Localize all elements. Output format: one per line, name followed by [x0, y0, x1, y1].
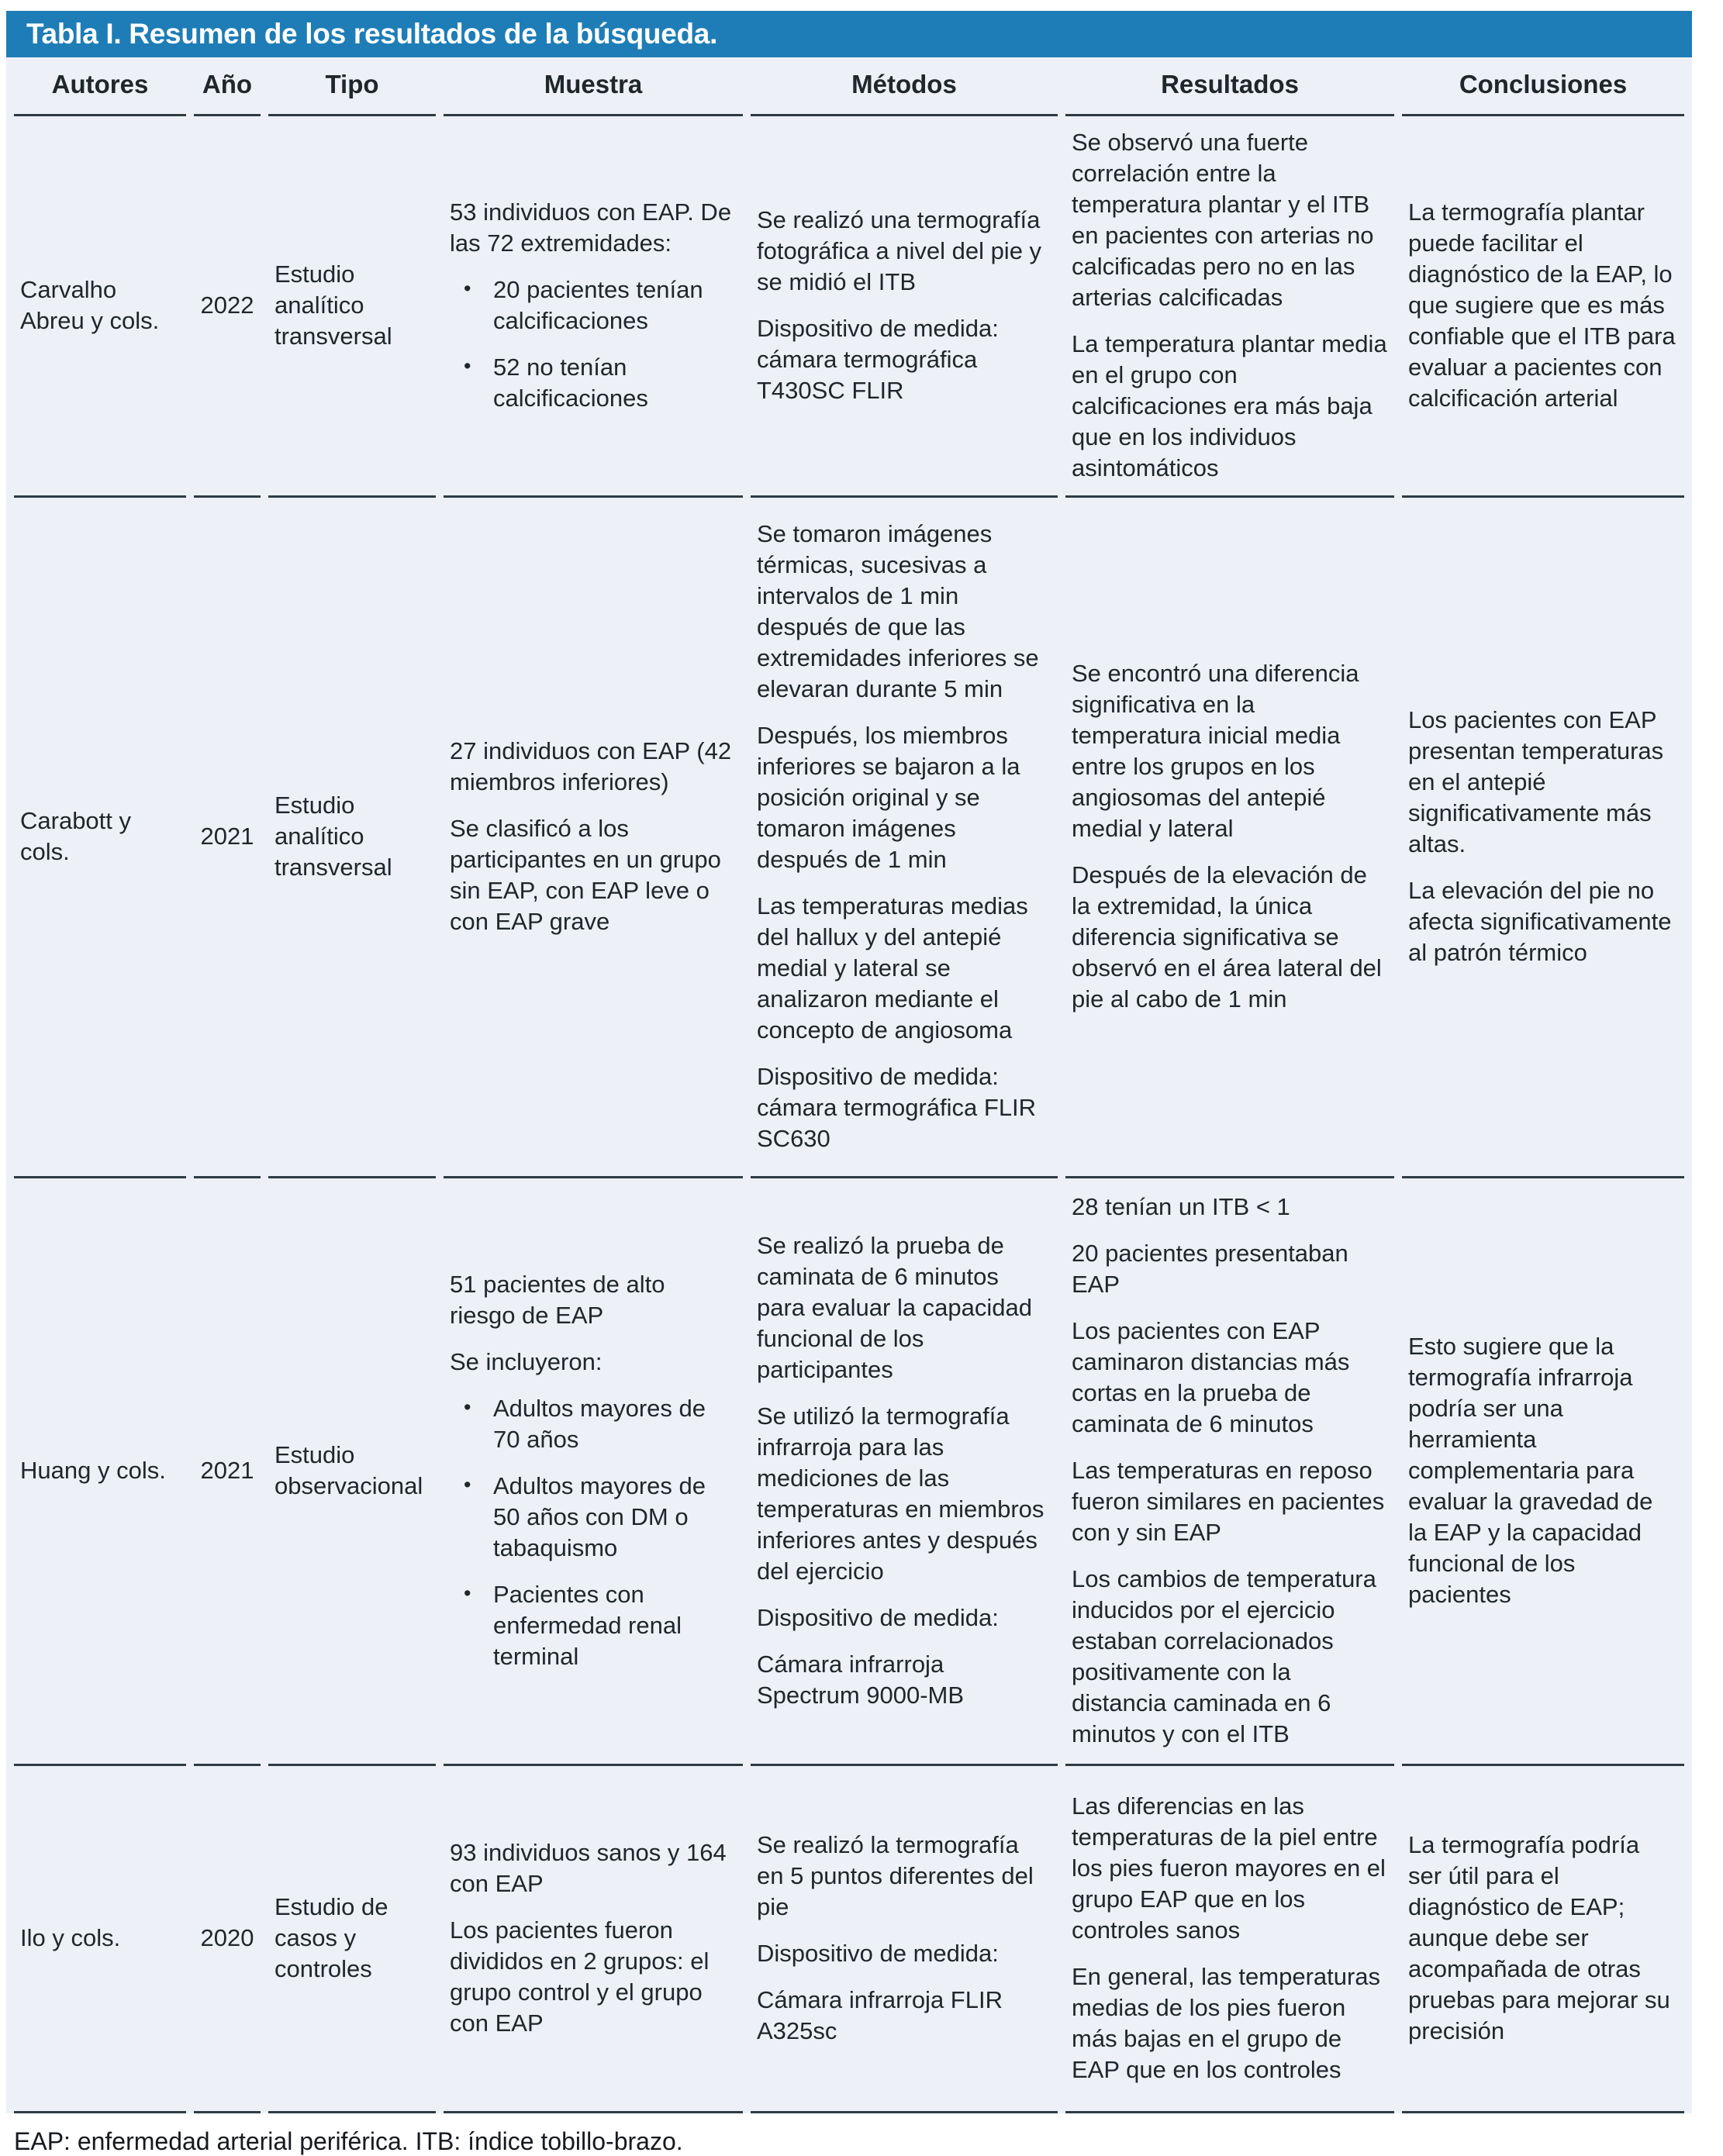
bullet-item: • Adultos mayores de 50 años con DM o tabaquismo [450, 1471, 737, 1564]
cell-text: 2021 [200, 823, 254, 850]
cell-tipo [268, 1766, 436, 2113]
paragraph: En general, las temperaturas medias de los pies fueron más bajas en el grupo de EAP que en los controles [1072, 1963, 1381, 2083]
paragraph: Después, los miembros inferiores se bajaron a la posición original y se tomaron imágenes después de 1 min [757, 722, 1020, 874]
cell-text: Estudio analítico transversal [275, 792, 392, 881]
cell-resultados [1065, 116, 1394, 498]
table-row [14, 116, 1684, 498]
cell-text: Carabott y cols. [20, 807, 132, 866]
cell-metodos [751, 498, 1058, 1178]
cell-text: Huang y cols. [20, 1457, 166, 1485]
cell-text: Estudio observacional [275, 1441, 423, 1500]
paragraph: La termografía plantar puede facilitar el diagnóstico de la EAP, lo que sugiere que es más confiable que el ITB para evaluar a pacientes con calcificación arterial [1408, 198, 1676, 412]
column-header-conclusiones: Conclusiones [1402, 57, 1684, 116]
bullet-list [450, 274, 737, 414]
paragraph: Se incluyeron: [450, 1348, 603, 1376]
paragraph: Las temperaturas en reposo fueron similares en pacientes con y sin EAP [1072, 1457, 1385, 1547]
cell-autores [14, 116, 186, 498]
cell-metodos [751, 1178, 1058, 1766]
paragraph: Se realizó la termografía en 5 puntos diferentes del pie [757, 1831, 1034, 1921]
table-row [14, 1766, 1684, 2113]
column-header-autores: Autores [14, 57, 186, 116]
cell-text: 2020 [200, 1924, 254, 1952]
cell-muestra [444, 498, 743, 1178]
cell-metodos [751, 1766, 1058, 2113]
cell-muestra [444, 1766, 743, 2113]
paragraph: Se realizó una termografía fotográfica a nivel del pie y se midió el ITB [757, 206, 1042, 296]
bullet-item: • Adultos mayores de 70 años [450, 1393, 737, 1455]
paragraph: Dispositivo de medida: cámara termográfica T430SC FLIR [757, 315, 999, 405]
paragraph: Las diferencias en las temperaturas de la piel entre los pies fueron mayores en el grupo EAP que en los controles sanos [1072, 1792, 1386, 1944]
paragraph: Las temperaturas medias del hallux y del antepié medial y lateral se analizaron mediante el concepto de angiosoma [757, 892, 1028, 1044]
cell-conclusiones [1402, 116, 1684, 498]
paragraph: Se observó una fuerte correlación entre la temperatura plantar y el ITB en pacientes con arterias no calcificadas pero no en las arterias calcificadas [1072, 129, 1374, 312]
table-title: Tabla I. Resumen de los resultados de la búsqueda. [26, 18, 718, 50]
header-row [14, 57, 1684, 116]
paragraph: 20 pacientes presentaban EAP [1072, 1240, 1348, 1299]
footnote: EAP: enfermedad arterial periférica. ITB: índice tobillo-brazo. [14, 2127, 683, 2155]
table-row [14, 498, 1684, 1178]
paragraph: Se tomaron imágenes térmicas, sucesivas a intervalos de 1 min después de que las extremidades inferiores se elevaran durante 5 min [757, 520, 1039, 703]
paragraph: Dispositivo de medida: [757, 1940, 999, 1968]
paragraph: La temperatura plantar media en el grupo con calcificaciones era más baja que en los individuos asintomáticos [1072, 330, 1387, 481]
cell-text: 2022 [200, 291, 254, 319]
paragraph: Los pacientes con EAP caminaron distancias más cortas en la prueba de caminata de 6 minutos [1072, 1317, 1350, 1438]
paragraph: 51 pacientes de alto riesgo de EAP [450, 1271, 665, 1330]
bullet-item: • 20 pacientes tenían calcificaciones [450, 274, 737, 336]
column-header-tipo: Tipo [268, 57, 436, 116]
column-header-anio: Año [194, 57, 261, 116]
cell-autores [14, 498, 186, 1178]
paragraph: Los pacientes fueron divididos en 2 grupos: el grupo control y el grupo con EAP [450, 1916, 710, 2037]
paragraph: 93 individuos sanos y 164 con EAP [450, 1839, 727, 1898]
cell-conclusiones [1402, 1178, 1684, 1766]
cell-muestra [444, 1178, 743, 1766]
cell-text: 2021 [200, 1457, 254, 1485]
paragraph: Los pacientes con EAP presentan temperaturas en el antepié significativamente más altas. [1408, 706, 1664, 858]
paragraph: Cámara infrarroja Spectrum 9000-MB [757, 1650, 965, 1709]
bullet-item: • 52 no tenían calcificaciones [450, 352, 737, 414]
paragraph: Cámara infrarroja FLIR A325sc [757, 1986, 1003, 2045]
paragraph: Esto sugiere que la termografía infrarroja podría ser una herramienta complementaria para evaluar la gravedad de la EAP y la capacidad funcional de los pacientes [1408, 1333, 1653, 1608]
paragraph: 27 individuos con EAP (42 miembros inferiores) [450, 737, 732, 796]
cell-tipo [268, 498, 436, 1178]
cell-anio [194, 1766, 261, 2113]
summary-table [6, 57, 1692, 2113]
paragraph: La elevación del pie no afecta significativamente al patrón térmico [1408, 877, 1672, 967]
paragraph: Después de la elevación de la extremidad, la única diferencia significativa se observó en el área lateral del pie al cabo de 1 min [1072, 861, 1382, 1012]
cell-resultados [1065, 1766, 1394, 2113]
paragraph: Se clasificó a los participantes en un grupo sin EAP, con EAP leve o con EAP grave [450, 815, 721, 936]
column-header-resultados: Resultados [1065, 57, 1394, 116]
bullet-list [450, 1393, 737, 1672]
cell-resultados [1065, 1178, 1394, 1766]
paragraph: Se utilizó la termografía infrarroja para las mediciones de las temperaturas en miembros inferiores antes y después del ejercicio [757, 1402, 1045, 1585]
cell-conclusiones [1402, 1766, 1684, 2113]
table-row [14, 1178, 1684, 1766]
paragraph: Se encontró una diferencia significativa en la temperatura inicial media entre los grupos en los angiosomas del antepié medial y lateral [1072, 660, 1359, 843]
paragraph: Se realizó la prueba de caminata de 6 minutos para evaluar la capacidad funcional de los participantes [757, 1232, 1033, 1384]
paragraph: 28 tenían un ITB < 1 [1072, 1193, 1290, 1221]
cell-metodos [751, 116, 1058, 498]
cell-text: Estudio analítico transversal [275, 260, 392, 350]
paragraph: Los cambios de temperatura inducidos por el ejercicio estaban correlacionados positivamente con la distancia caminada en 6 minutos y con el ITB [1072, 1565, 1376, 1747]
cell-anio [194, 1178, 261, 1766]
paragraph: 53 individuos con EAP. De las 72 extremidades: [450, 198, 732, 257]
bullet-item: • Pacientes con enfermedad renal terminal [450, 1579, 737, 1672]
paragraph: Dispositivo de medida: cámara termográfica FLIR SC630 [757, 1062, 1037, 1152]
column-header-muestra: Muestra [444, 57, 743, 116]
cell-tipo [268, 116, 436, 498]
cell-resultados [1065, 498, 1394, 1178]
cell-text: Estudio de casos y controles [275, 1893, 388, 1983]
cell-anio [194, 498, 261, 1178]
cell-autores [14, 1766, 186, 2113]
cell-anio [194, 116, 261, 498]
paragraph: La termografía podría ser útil para el diagnóstico de EAP; aunque debe ser acompañada de otras pruebas para mejorar su precisión [1408, 1831, 1670, 2045]
cell-autores [14, 1178, 186, 1766]
cell-text: Carvalho Abreu y cols. [20, 276, 160, 335]
column-header-metodos: Métodos [751, 57, 1058, 116]
cell-conclusiones [1402, 498, 1684, 1178]
cell-text: Ilo y cols. [20, 1924, 121, 1952]
cell-tipo [268, 1178, 436, 1766]
table-title-bar [6, 11, 1692, 57]
cell-muestra [444, 116, 743, 498]
paragraph: Dispositivo de medida: [757, 1604, 999, 1631]
